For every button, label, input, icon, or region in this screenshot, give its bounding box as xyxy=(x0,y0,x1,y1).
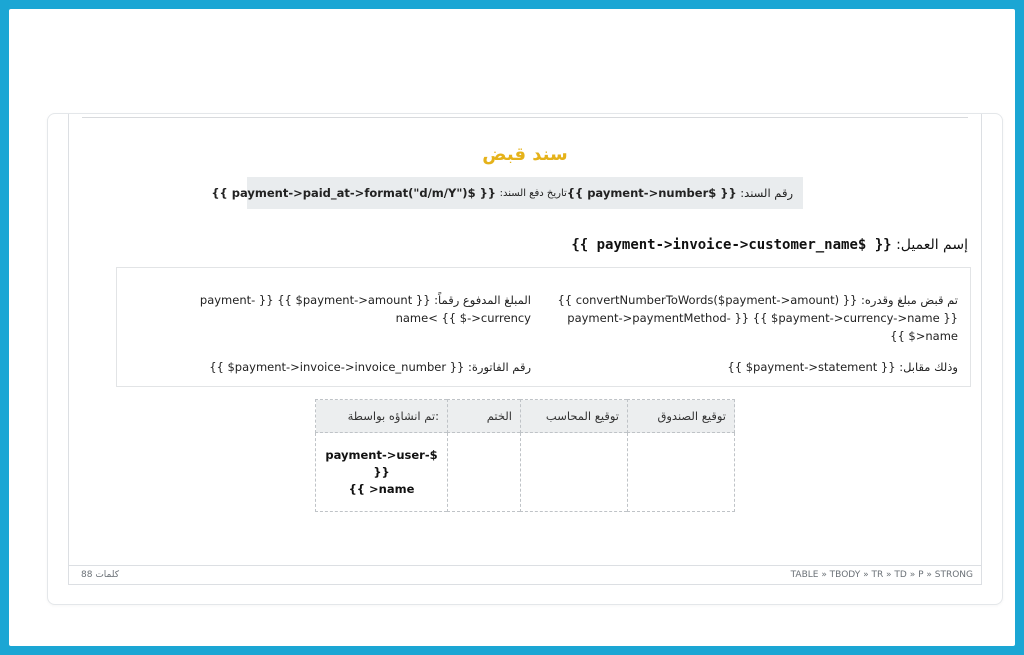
customer-value: {{ payment->invoice->customer_name$ }} xyxy=(571,237,892,253)
paid-at-label: تاريخ دفع السند: xyxy=(499,187,567,199)
paid-at-value: {{ payment->paid_at->format("d/m/Y")$ }} xyxy=(211,186,496,200)
header-accountant-signature: توقيع المحاسب xyxy=(521,400,628,433)
header-stamp: الختم xyxy=(448,400,521,433)
receipt-number-label: رقم السند: xyxy=(740,186,793,200)
page-frame xyxy=(9,9,1015,646)
statement-text: وذلك مقابل: {{ payment->statement$ }} xyxy=(727,360,958,374)
customer-line xyxy=(571,237,968,253)
created-by-line1: payment->user-$ }} xyxy=(325,447,438,479)
customer-label: إسم العميل: xyxy=(896,237,968,253)
payment-info-box xyxy=(116,267,971,387)
rich-text-editor[interactable] xyxy=(68,114,982,585)
received-amount-text: تم قبض مبلغ وقدره: {{ convertNumberToWords($payment->amount) }} {{ payment->currency->name$ }} {{ payment->paymentMethod->name$ }} xyxy=(557,293,958,343)
created-by-line2: {{ >name xyxy=(348,481,415,496)
receipt-number-value: {{ payment->number$ }} xyxy=(566,186,737,200)
element-path[interactable]: TABLE » TBODY » TR » TD » P » STRONG xyxy=(790,570,973,580)
editor-statusbar xyxy=(69,565,981,584)
cashbox-signature-cell[interactable] xyxy=(628,433,735,512)
word-count: 88 كلمات xyxy=(81,570,120,580)
invoice-number-text: رقم الفاتورة: {{ payment->invoice->invoice_number$ }} xyxy=(209,360,531,374)
amount-figure-text: المبلغ المدفوع رقماً: {{ payment->amount$ }} {{ payment->currency-$ }} >name xyxy=(199,293,531,325)
header-cashbox-signature: توقيع الصندوق xyxy=(628,400,735,433)
accountant-signature-cell[interactable] xyxy=(521,433,628,512)
created-by-cell[interactable] xyxy=(316,433,448,512)
receipt-meta-bar xyxy=(211,177,803,209)
editor-card xyxy=(47,113,1003,605)
receipt-title: سند قبض xyxy=(482,144,568,165)
divider xyxy=(82,117,968,118)
header-created-by: :تم انشاؤه بواسطة xyxy=(316,400,448,433)
signatures-table xyxy=(315,399,735,512)
stamp-cell[interactable] xyxy=(448,433,521,512)
